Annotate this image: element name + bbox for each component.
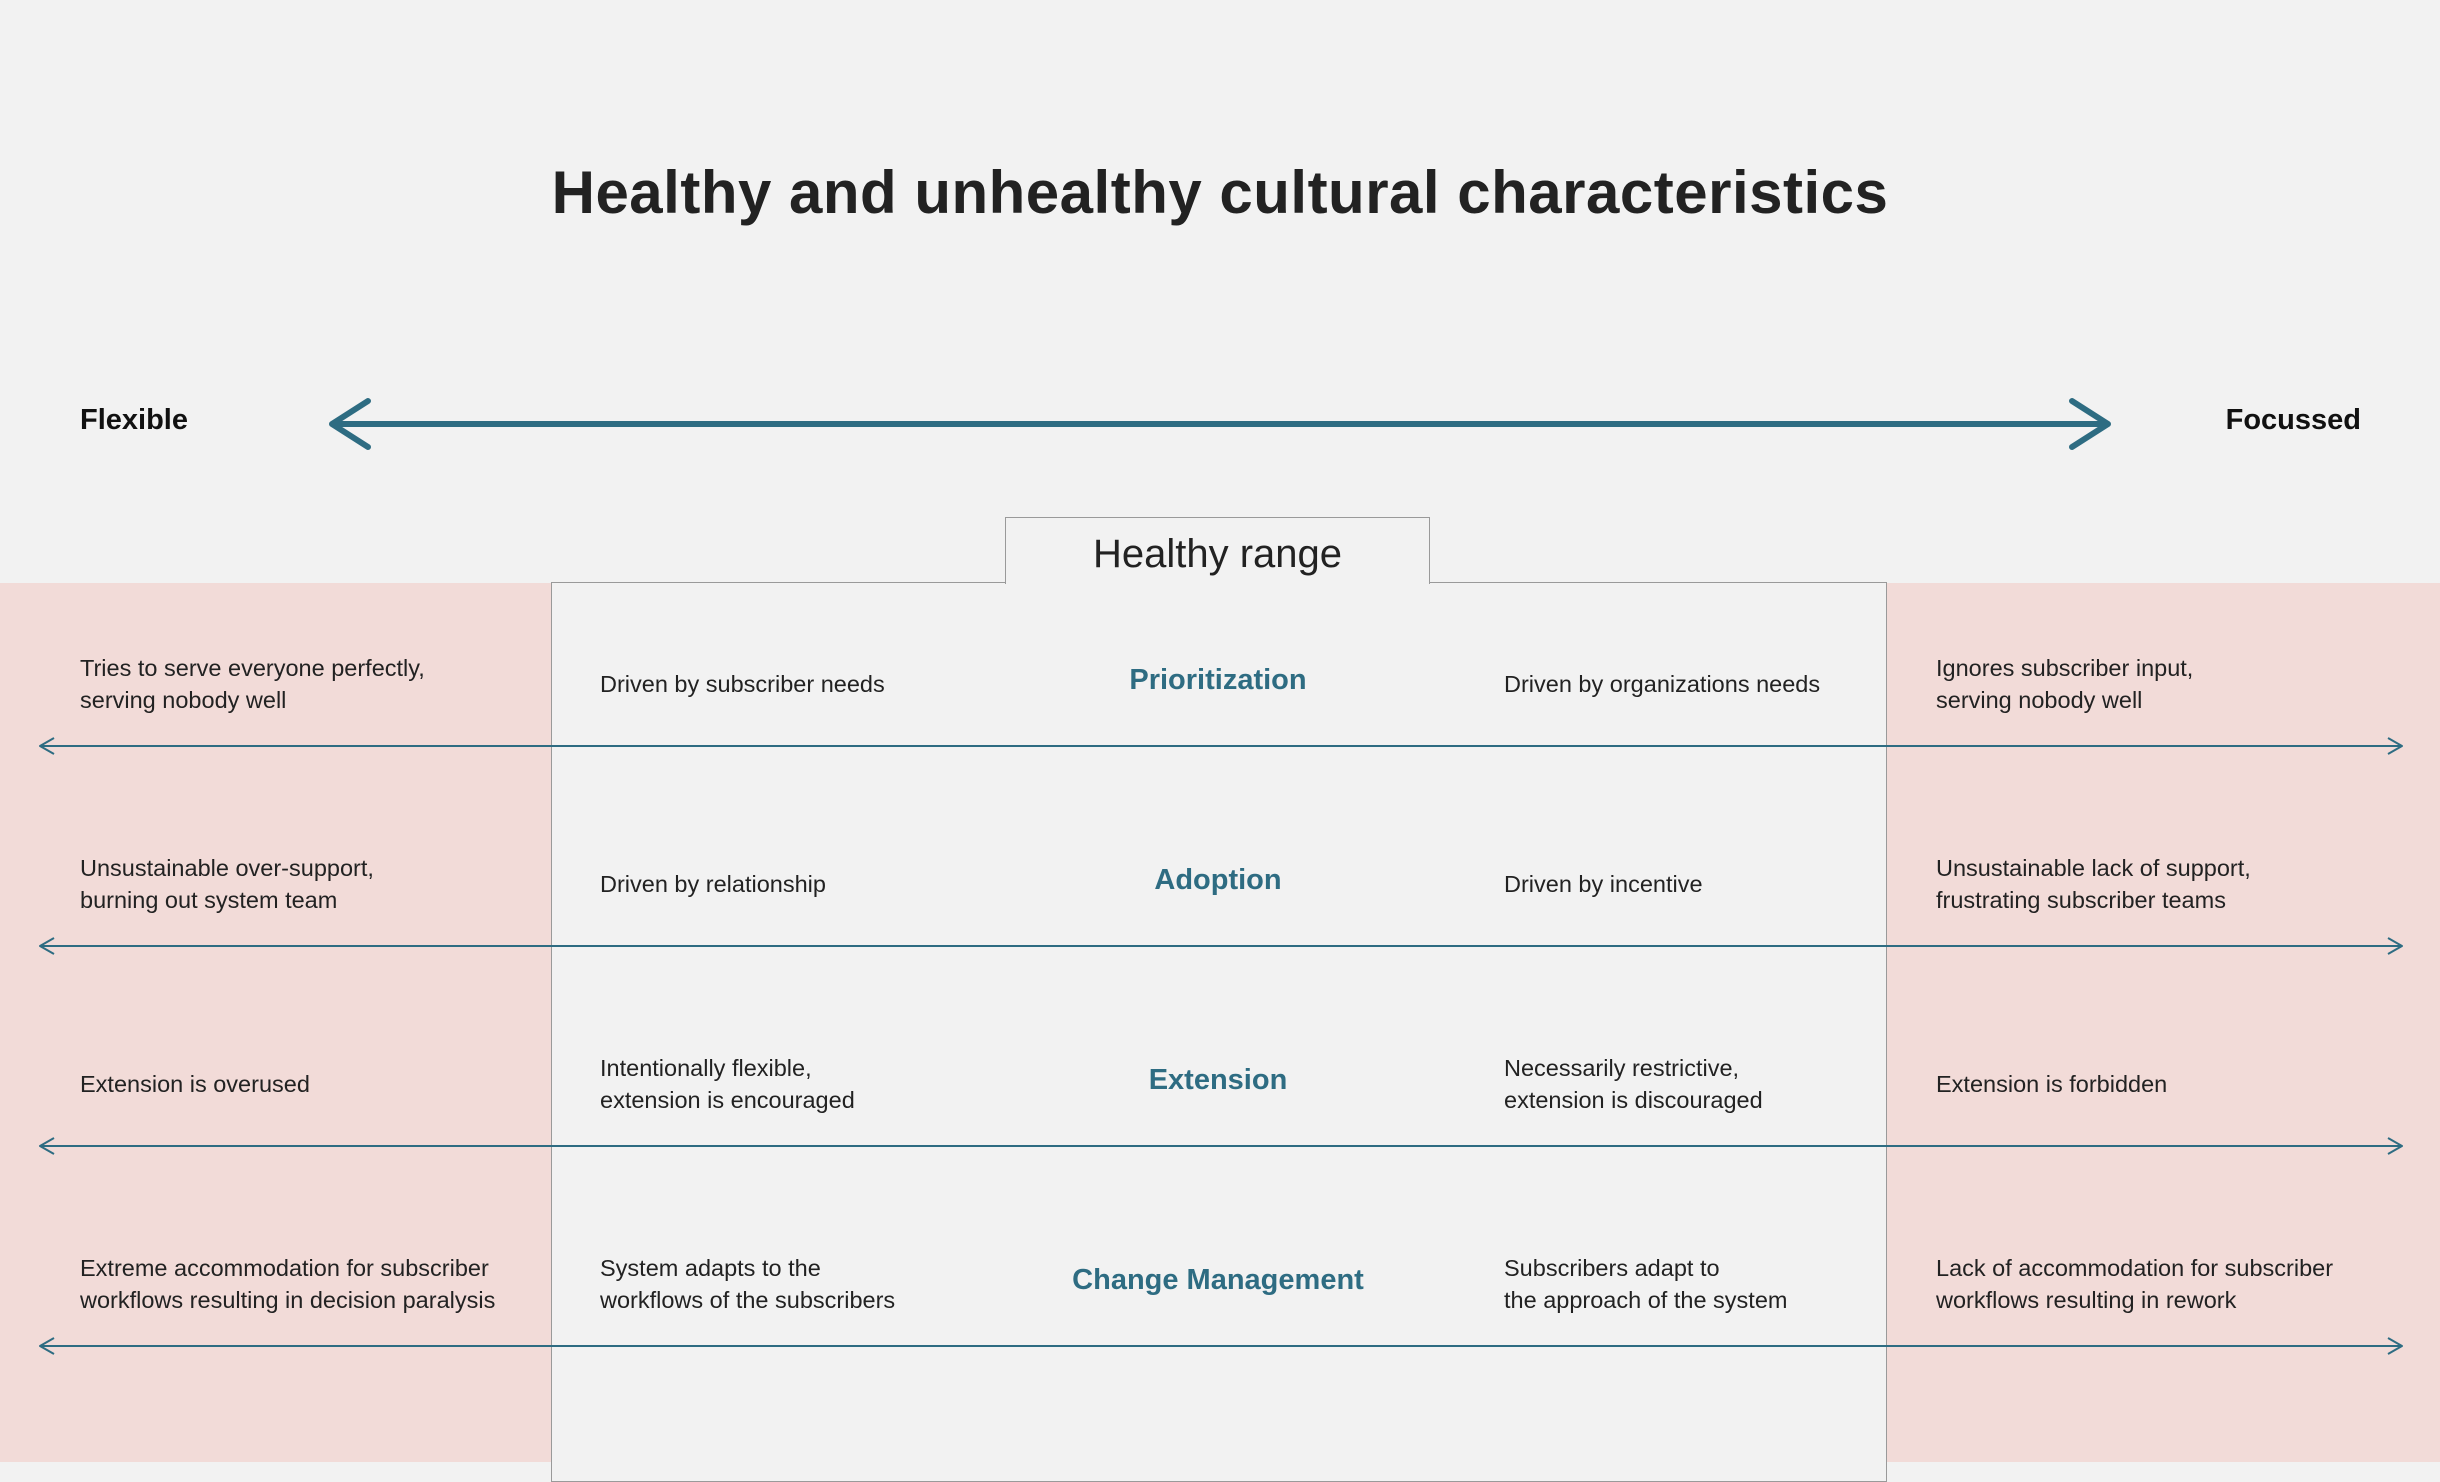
row-arrow-adoption <box>36 936 2406 956</box>
row-change-management-unhealthy-flexible: Extreme accommodation for subscriber workflows resulting in decision paralysis <box>80 1255 496 1313</box>
pole-label-flexible: Flexible <box>80 404 188 436</box>
pole-label-focussed: Focussed <box>2225 404 2361 436</box>
row-prioritization-unhealthy-flexible: Tries to serve everyone perfectly, serving nobody well <box>80 655 425 713</box>
row-prioritization-healthy-focussed: Driven by organizations needs <box>1504 671 1821 697</box>
dimension-prioritization: Prioritization <box>1129 664 1307 696</box>
row-arrow-extension <box>36 1136 2406 1156</box>
row-adoption-unhealthy-focussed: Unsustainable lack of support, frustrating subscriber teams <box>1936 855 2251 913</box>
row-extension-healthy-focussed: Necessarily restrictive, extension is discouraged <box>1504 1055 1763 1113</box>
row-adoption-healthy-flexible: Driven by relationship <box>600 871 826 897</box>
dimension-adoption: Adoption <box>1154 864 1282 896</box>
row-adoption-unhealthy-flexible: Unsustainable over-support, burning out system team <box>80 855 374 913</box>
row-extension-unhealthy-focussed: Extension is forbidden <box>1936 1071 2168 1097</box>
row-extension-unhealthy-flexible: Extension is overused <box>80 1071 310 1097</box>
row-change-management-unhealthy-focussed: Lack of accommodation for subscriber workflows resulting in rework <box>1936 1255 2334 1313</box>
row-change-management-healthy-flexible: System adapts to the workflows of the subscribers <box>600 1255 896 1313</box>
page-title: Healthy and unhealthy cultural characteristics <box>551 159 1889 226</box>
dimension-change-management: Change Management <box>1072 1264 1364 1296</box>
healthy-range-label: Healthy range <box>1005 517 1430 584</box>
dimension-extension: Extension <box>1148 1064 1288 1096</box>
spectrum-arrow <box>320 396 2120 452</box>
row-change-management-healthy-focussed: Subscribers adapt to the approach of the system <box>1504 1255 1788 1313</box>
row-prioritization-unhealthy-focussed: Ignores subscriber input, serving nobody well <box>1936 655 2194 713</box>
row-arrow-change-management <box>36 1336 2406 1356</box>
row-adoption-healthy-focussed: Driven by incentive <box>1504 871 1703 897</box>
row-prioritization-healthy-flexible: Driven by subscriber needs <box>600 671 885 697</box>
row-arrow-prioritization <box>36 736 2406 756</box>
row-extension-healthy-flexible: Intentionally flexible, extension is encouraged <box>600 1055 855 1113</box>
